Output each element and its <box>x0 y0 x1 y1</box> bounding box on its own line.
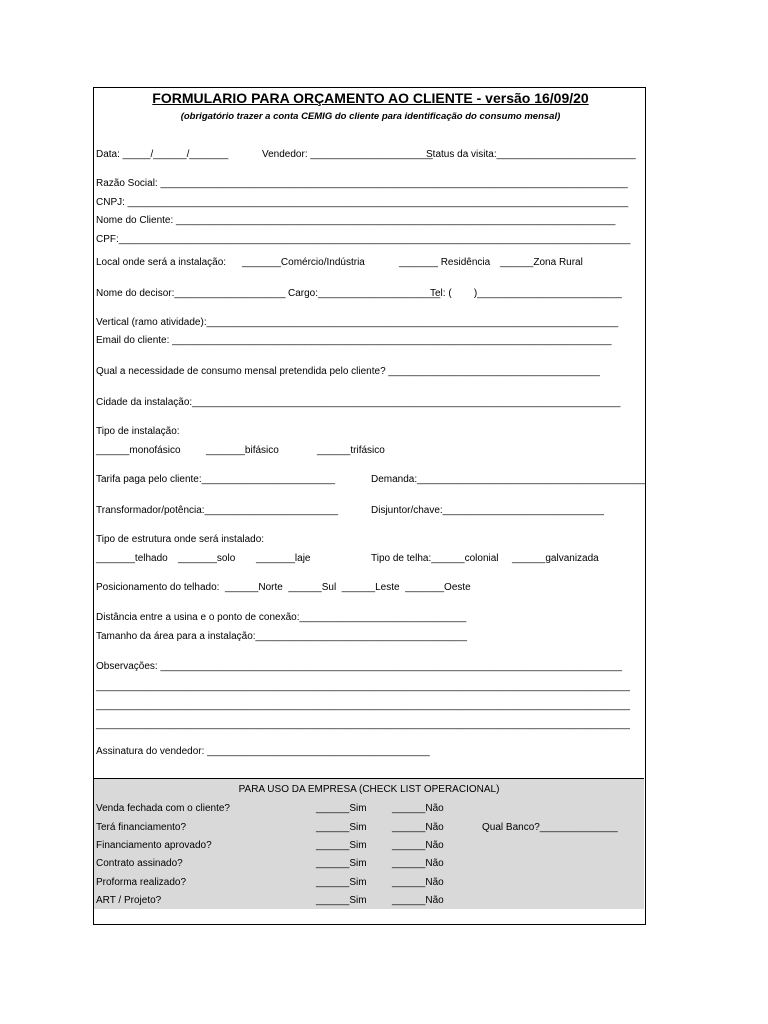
option-galvanizada[interactable]: ______galvanizada <box>512 553 599 564</box>
field-demanda[interactable]: Demanda:_________________________________________ <box>371 474 646 485</box>
field-assinatura-vendedor[interactable]: Assinatura do vendedor: ________________________________________ <box>96 746 430 757</box>
field-data[interactable]: Data: _____/______/_______ <box>96 149 229 160</box>
field-tarifa[interactable]: Tarifa paga pelo cliente:________________________ <box>96 474 336 485</box>
checklist-nao[interactable]: ______Não <box>392 822 444 833</box>
field-qual-banco[interactable]: Qual Banco?______________ <box>482 822 618 833</box>
field-vertical[interactable]: Vertical (ramo atividade):__________________________________________________________________________ <box>96 317 619 328</box>
field-nome-cliente[interactable]: Nome do Cliente: _______________________________________________________________________________ <box>96 215 616 226</box>
checklist-nao[interactable]: ______Não <box>392 858 444 869</box>
option-solo[interactable]: _______solo <box>178 553 236 564</box>
tipo-instalacao-label: Tipo de instalação: <box>96 426 180 437</box>
observacoes-line[interactable]: ________________________________________________________________________________________________ <box>96 700 630 711</box>
option-zona-rural[interactable]: ______Zona Rural <box>500 257 583 268</box>
field-observacoes[interactable]: Observações: ___________________________________________________________________________________ <box>96 661 623 672</box>
field-telefone[interactable]: Tel: ( )__________________________ <box>430 288 622 299</box>
checklist-title: PARA USO DA EMPRESA (CHECK LIST OPERACIONAL) <box>238 784 500 795</box>
checklist-nao[interactable]: ______Não <box>392 803 444 814</box>
checklist-sim[interactable]: ______Sim <box>316 895 367 906</box>
option-monofasico[interactable]: ______monofásico <box>96 445 181 456</box>
checklist-item-label: Financiamento aprovado? <box>96 840 212 851</box>
field-nome-decisor[interactable]: Nome do decisor:____________________ <box>96 288 286 299</box>
form-frame <box>93 87 646 925</box>
local-instalacao-label: Local onde será a instalação: <box>96 257 227 268</box>
field-cidade[interactable]: Cidade da instalação:_____________________________________________________________________________ <box>96 397 621 408</box>
option-trifasico[interactable]: ______trifásico <box>317 445 385 456</box>
checklist-sim[interactable]: ______Sim <box>316 840 367 851</box>
observacoes-line[interactable]: ________________________________________________________________________________________________ <box>96 719 630 730</box>
field-status-visita[interactable]: Status da visita:_________________________ <box>426 149 636 160</box>
checklist-sim[interactable]: ______Sim <box>316 858 367 869</box>
field-disjuntor[interactable]: Disjuntor/chave:_____________________________ <box>371 505 604 516</box>
checklist-section <box>94 778 644 909</box>
option-residencia[interactable]: _______ Residência <box>399 257 491 268</box>
checklist-sim[interactable]: ______Sim <box>316 803 367 814</box>
field-posicionamento-telhado[interactable]: Posicionamento do telhado: ______Norte ______Sul ______Leste _______Oeste <box>96 582 471 593</box>
checklist-sim[interactable]: ______Sim <box>316 822 367 833</box>
checklist-sim[interactable]: ______Sim <box>316 877 367 888</box>
field-tipo-telha-colonial[interactable]: Tipo de telha:______colonial <box>371 553 499 564</box>
form-title: FORMULARIO PARA ORÇAMENTO AO CLIENTE - versão 16/09/20 <box>152 90 589 106</box>
form-subtitle: (obrigatório trazer a conta CEMIG do cliente para identificação do consumo mensal) <box>180 111 561 122</box>
field-cpf[interactable]: CPF:____________________________________________________________________________________________ <box>96 234 631 245</box>
field-cnpj[interactable]: CNPJ: __________________________________________________________________________________________ <box>96 197 629 208</box>
checklist-item-label: Contrato assinado? <box>96 858 183 869</box>
checklist-nao[interactable]: ______Não <box>392 895 444 906</box>
field-tamanho-area[interactable]: Tamanho da área para a instalação:______________________________________ <box>96 631 467 642</box>
option-bifasico[interactable]: _______bifásico <box>206 445 279 456</box>
checklist-item-label: ART / Projeto? <box>96 895 162 906</box>
checklist-item-label: Terá financiamento? <box>96 822 187 833</box>
checklist-item-label: Proforma realizado? <box>96 877 187 888</box>
field-consumo-mensal[interactable]: Qual a necessidade de consumo mensal pretendida pelo cliente? ______________________________________ <box>96 366 600 377</box>
field-distancia[interactable]: Distância entre a usina e o ponto de conexão:______________________________ <box>96 612 467 623</box>
option-telhado[interactable]: _______telhado <box>96 553 168 564</box>
field-razao-social[interactable]: Razão Social: ____________________________________________________________________________________ <box>96 178 628 189</box>
checklist-item-label: Venda fechada com o cliente? <box>96 803 230 814</box>
checklist-nao[interactable]: ______Não <box>392 840 444 851</box>
field-email[interactable]: Email do cliente: _______________________________________________________________________________ <box>96 335 612 346</box>
observacoes-line[interactable]: ________________________________________________________________________________________________ <box>96 681 630 692</box>
checklist-nao[interactable]: ______Não <box>392 877 444 888</box>
option-comercio-industria[interactable]: _______Comércio/Indústria <box>242 257 365 268</box>
field-transformador[interactable]: Transformador/potência:________________________ <box>96 505 339 516</box>
tipo-estrutura-label: Tipo de estrutura onde será instalado: <box>96 534 265 545</box>
field-cargo[interactable]: Cargo:______________________ <box>288 288 441 299</box>
field-vendedor[interactable]: Vendedor: ______________________ <box>262 149 433 160</box>
option-laje[interactable]: _______laje <box>256 553 311 564</box>
